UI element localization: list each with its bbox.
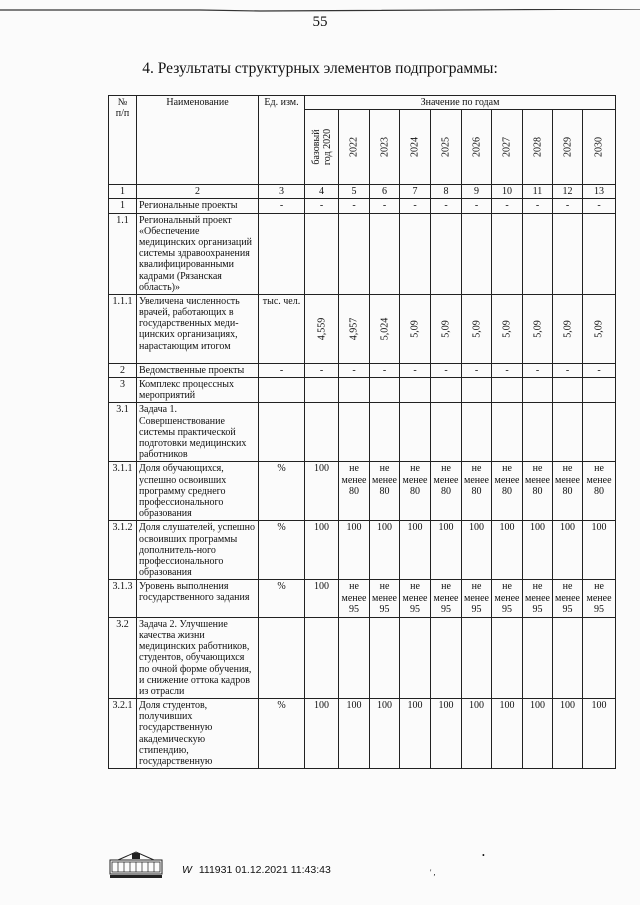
- value-cell: не менее 80: [431, 462, 462, 521]
- value-cell: 100: [431, 521, 462, 580]
- value-cell: [553, 213, 583, 294]
- header-year: 2029: [553, 110, 583, 185]
- value-cell: не менее 95: [583, 580, 616, 618]
- row-number: 3.1.1: [109, 462, 137, 521]
- value-cell: 100: [523, 521, 553, 580]
- value-cell: 100: [400, 521, 431, 580]
- value-cell: 100: [370, 699, 400, 769]
- results-table: [108, 95, 616, 769]
- value-cell: [553, 378, 583, 403]
- value-cell: не менее 80: [553, 462, 583, 521]
- value-cell: -: [400, 363, 431, 377]
- value-cell: [553, 617, 583, 698]
- index-cell: 4: [305, 185, 339, 199]
- row-number: 3.1: [109, 403, 137, 462]
- row-unit: [259, 378, 305, 403]
- value-cell: 100: [400, 699, 431, 769]
- value-cell: 4,957: [339, 294, 370, 363]
- value-cell: -: [492, 363, 523, 377]
- value-cell: не менее 95: [339, 580, 370, 618]
- value-cell: не менее 95: [523, 580, 553, 618]
- table-row: [109, 521, 616, 580]
- value-cell: [492, 213, 523, 294]
- row-name: Увеличена численность врачей, работающих в государственных меди-цинских организациях, нарастающим итогом: [137, 294, 259, 363]
- value-cell: 100: [305, 521, 339, 580]
- value-cell: не менее 95: [492, 580, 523, 618]
- value-cell: 100: [305, 699, 339, 769]
- value-cell: 100: [462, 699, 492, 769]
- value-cell: [431, 403, 462, 462]
- row-unit: [259, 617, 305, 698]
- value-cell: [523, 617, 553, 698]
- value-cell: [305, 213, 339, 294]
- value-cell: -: [400, 199, 431, 213]
- value-cell: 100: [553, 521, 583, 580]
- table-row: [109, 699, 616, 769]
- value-cell: -: [431, 363, 462, 377]
- table-row: [109, 378, 616, 403]
- index-cell: 9: [462, 185, 492, 199]
- value-cell: -: [462, 363, 492, 377]
- header-year: 2026: [462, 110, 492, 185]
- value-cell: [305, 617, 339, 698]
- index-cell: 2: [137, 185, 259, 199]
- value-cell: 100: [583, 521, 616, 580]
- row-unit: %: [259, 580, 305, 618]
- value-cell: 100: [553, 699, 583, 769]
- value-cell: [462, 617, 492, 698]
- value-cell: -: [523, 363, 553, 377]
- header-unit: Ед. изм.: [259, 96, 305, 185]
- row-name: Ведомственные проекты: [137, 363, 259, 377]
- index-cell: 8: [431, 185, 462, 199]
- row-unit: %: [259, 462, 305, 521]
- value-cell: не менее 80: [400, 462, 431, 521]
- index-cell: 7: [400, 185, 431, 199]
- table-index-row: [109, 185, 616, 199]
- value-cell: [492, 403, 523, 462]
- row-number: 1.1: [109, 213, 137, 294]
- row-name: Комплекс процессных мероприятий: [137, 378, 259, 403]
- header-year: 2027: [492, 110, 523, 185]
- value-cell: 5,09: [492, 294, 523, 363]
- value-cell: -: [431, 199, 462, 213]
- value-cell: [462, 213, 492, 294]
- value-cell: не менее 80: [462, 462, 492, 521]
- document-footer: [182, 864, 331, 876]
- row-name: Региональный проект «Обеспечение медицинских организаций системы здравоохранения квалифицированными кадрами (Рязанская область)»: [137, 213, 259, 294]
- header-year: 2024: [400, 110, 431, 185]
- value-cell: 100: [583, 699, 616, 769]
- value-cell: 100: [492, 521, 523, 580]
- table-row: [109, 580, 616, 618]
- value-cell: 5,09: [400, 294, 431, 363]
- row-name: Доля студентов, получивших государственную академическую стипендию, государственную: [137, 699, 259, 769]
- value-cell: [370, 378, 400, 403]
- value-cell: [339, 403, 370, 462]
- value-cell: -: [553, 363, 583, 377]
- header-year: базовый год 2020: [305, 110, 339, 185]
- value-cell: [305, 378, 339, 403]
- header-year: 2028: [523, 110, 553, 185]
- header-num: № п/п: [109, 96, 137, 185]
- row-unit: [259, 213, 305, 294]
- value-cell: -: [370, 199, 400, 213]
- value-cell: [431, 378, 462, 403]
- value-cell: [339, 213, 370, 294]
- value-cell: [400, 213, 431, 294]
- value-cell: 100: [523, 699, 553, 769]
- index-cell: 11: [523, 185, 553, 199]
- row-number: 1.1.1: [109, 294, 137, 363]
- value-cell: не менее 80: [492, 462, 523, 521]
- value-cell: 100: [339, 521, 370, 580]
- value-cell: [492, 617, 523, 698]
- table-row: [109, 617, 616, 698]
- header-year: 2025: [431, 110, 462, 185]
- value-cell: 100: [431, 699, 462, 769]
- value-cell: [339, 617, 370, 698]
- value-cell: -: [305, 199, 339, 213]
- value-cell: -: [583, 199, 616, 213]
- value-cell: 5,09: [523, 294, 553, 363]
- row-name: Доля обучающихся, успешно освоивших программу среднего профессионального образования: [137, 462, 259, 521]
- footer-mark: W: [182, 864, 192, 876]
- index-cell: 6: [370, 185, 400, 199]
- row-number: 3: [109, 378, 137, 403]
- value-cell: 100: [492, 699, 523, 769]
- value-cell: [492, 378, 523, 403]
- row-name: Доля слушателей, успешно освоивших программы дополнитель-ного профессионального образования: [137, 521, 259, 580]
- table-row: [109, 294, 616, 363]
- row-number: 3.1.2: [109, 521, 137, 580]
- value-cell: [370, 213, 400, 294]
- value-cell: не менее 95: [400, 580, 431, 618]
- value-cell: [400, 403, 431, 462]
- value-cell: 5,09: [553, 294, 583, 363]
- value-cell: не менее 80: [523, 462, 553, 521]
- value-cell: 100: [462, 521, 492, 580]
- value-cell: не менее 95: [462, 580, 492, 618]
- value-cell: 4,559: [305, 294, 339, 363]
- value-cell: [583, 403, 616, 462]
- value-cell: -: [305, 363, 339, 377]
- table-row: [109, 403, 616, 462]
- value-cell: -: [553, 199, 583, 213]
- row-number: 3.2: [109, 617, 137, 698]
- value-cell: [431, 617, 462, 698]
- value-cell: -: [583, 363, 616, 377]
- table-row: [109, 462, 616, 521]
- value-cell: -: [339, 363, 370, 377]
- table-row: [109, 213, 616, 294]
- index-cell: 5: [339, 185, 370, 199]
- value-cell: [370, 617, 400, 698]
- index-cell: 1: [109, 185, 137, 199]
- row-unit: [259, 403, 305, 462]
- header-values-group: Значение по годам: [305, 96, 616, 110]
- value-cell: 100: [339, 699, 370, 769]
- table-row: [109, 199, 616, 213]
- value-cell: -: [492, 199, 523, 213]
- value-cell: [583, 617, 616, 698]
- value-cell: [553, 403, 583, 462]
- value-cell: [462, 403, 492, 462]
- emblem-stamp-icon: [108, 850, 164, 880]
- value-cell: 5,024: [370, 294, 400, 363]
- value-cell: [400, 617, 431, 698]
- row-number: 3.2.1: [109, 699, 137, 769]
- value-cell: [339, 378, 370, 403]
- value-cell: не менее 95: [370, 580, 400, 618]
- value-cell: 5,09: [583, 294, 616, 363]
- value-cell: не менее 95: [553, 580, 583, 618]
- value-cell: -: [339, 199, 370, 213]
- value-cell: [523, 403, 553, 462]
- row-number: 3.1.3: [109, 580, 137, 618]
- value-cell: [431, 213, 462, 294]
- index-cell: 12: [553, 185, 583, 199]
- header-year: 2030: [583, 110, 616, 185]
- index-cell: 3: [259, 185, 305, 199]
- value-cell: [305, 403, 339, 462]
- footer-doc-id: 111931: [198, 864, 233, 876]
- value-cell: [523, 213, 553, 294]
- value-cell: [462, 378, 492, 403]
- row-number: 1: [109, 199, 137, 213]
- row-unit: тыс. чел.: [259, 294, 305, 363]
- value-cell: [583, 378, 616, 403]
- value-cell: -: [370, 363, 400, 377]
- value-cell: не менее 80: [583, 462, 616, 521]
- value-cell: не менее 80: [370, 462, 400, 521]
- value-cell: 100: [370, 521, 400, 580]
- value-cell: -: [523, 199, 553, 213]
- header-year: 2022: [339, 110, 370, 185]
- value-cell: [583, 213, 616, 294]
- row-unit: %: [259, 699, 305, 769]
- value-cell: -: [462, 199, 492, 213]
- footer-datetime: 01.12.2021 11:43:43: [235, 864, 331, 876]
- row-name: Региональные проекты: [137, 199, 259, 213]
- index-cell: 13: [583, 185, 616, 199]
- row-name: Задача 2. Улучшение качества жизни медицинских работников, студентов, обучающихся по очной форме обучения, и снижение оттока кадров из отрасли: [137, 617, 259, 698]
- value-cell: 100: [305, 462, 339, 521]
- value-cell: не менее 95: [431, 580, 462, 618]
- value-cell: [370, 403, 400, 462]
- value-cell: не менее 80: [339, 462, 370, 521]
- header-year: 2023: [370, 110, 400, 185]
- value-cell: 5,09: [431, 294, 462, 363]
- scan-speck: ' ,: [430, 868, 436, 877]
- row-name: Уровень выполнения государственного задания: [137, 580, 259, 618]
- header-name: Наименование: [137, 96, 259, 185]
- row-unit: -: [259, 199, 305, 213]
- value-cell: [523, 378, 553, 403]
- row-name: Задача 1. Совершенствование системы практической подготовки медицинских работников: [137, 403, 259, 462]
- value-cell: 5,09: [462, 294, 492, 363]
- row-number: 2: [109, 363, 137, 377]
- scan-speck: •: [482, 851, 485, 860]
- index-cell: 10: [492, 185, 523, 199]
- scan-top-edge: [0, 0, 640, 4]
- table-row: [109, 363, 616, 377]
- row-unit: -: [259, 363, 305, 377]
- value-cell: 100: [305, 580, 339, 618]
- value-cell: [400, 378, 431, 403]
- row-unit: %: [259, 521, 305, 580]
- page-title: 4. Результаты структурных элементов подпрограммы:: [142, 60, 498, 77]
- page-number: 55: [312, 14, 328, 30]
